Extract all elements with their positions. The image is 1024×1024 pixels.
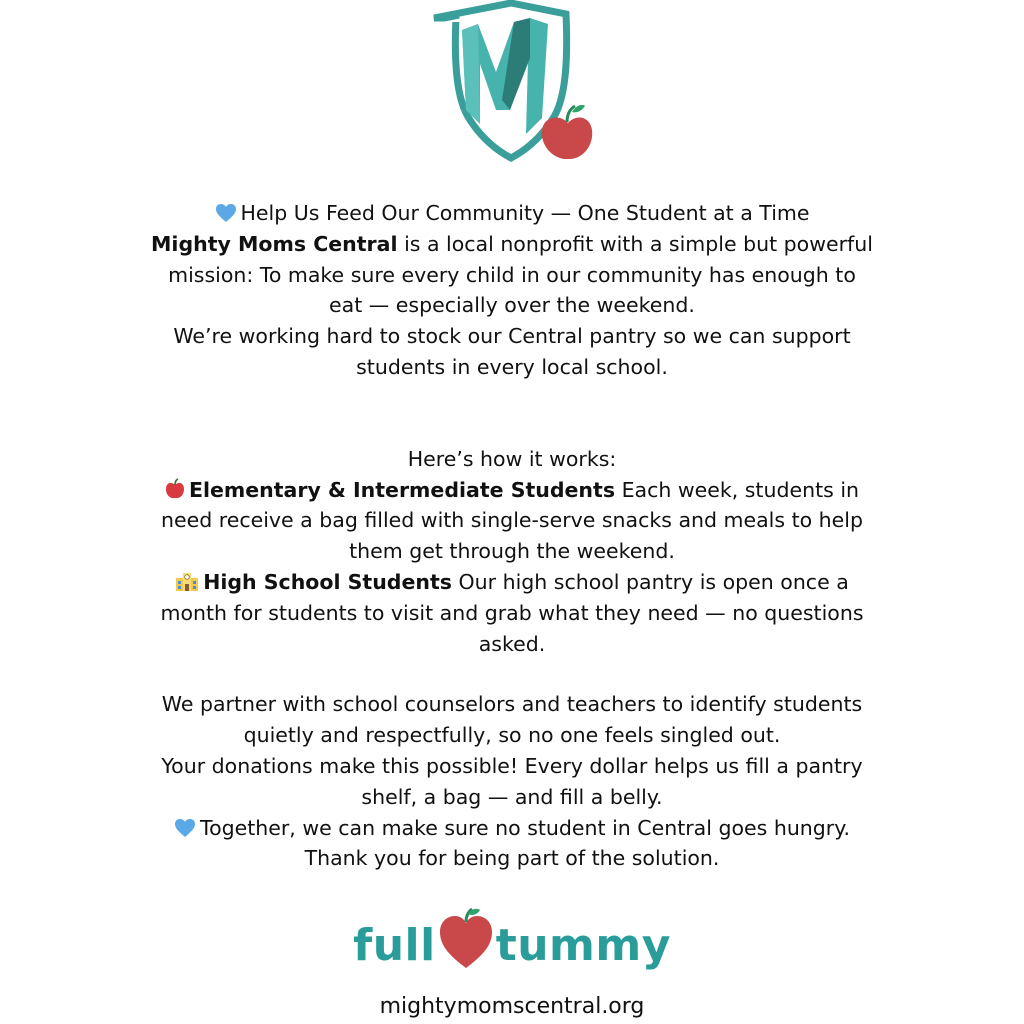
blue-heart-icon [174,818,196,838]
apple-heart-icon [438,908,494,970]
together-text: Together, we can make sure no student in Central goes hungry. Thank you for being part of the solution. [200,815,850,871]
brand-word-full: full [353,920,436,971]
website-url[interactable]: mightymomscentral.org [379,994,645,1019]
mission-text: is a local nonprofit with a simple but powerful mission: To make sure every child in our community has enough to eat — especially over the weekend. [168,231,873,318]
org-name: Mighty Moms Central [151,231,398,256]
school-building-icon [175,570,199,592]
partner-paragraph: We partner with school counselors and teachers to identify students quietly and respectfully, so no one feels singled out. [161,692,863,748]
main-content [150,198,874,874]
apple-icon [542,105,592,159]
high-school-title: High School Students [203,569,452,594]
full-tummy-logo [0,908,1024,971]
high-school-text: Our high school pantry is open once a month for students to visit and grab what they need — no questions asked. [160,569,864,656]
brand-word-tummy: tummy [495,920,671,971]
shield-m-logo-icon [430,0,600,165]
pantry-paragraph: We’re working hard to stock our Central pantry so we can support students in every local school. [173,324,851,379]
mission-paragraph [150,229,874,321]
how-heading: Here’s how it works: [407,446,617,471]
red-apple-icon [165,478,185,500]
elementary-text: Each week, students in need receive a bag filled with single-serve snacks and meals to help them get through the weekend. [161,477,863,564]
high-school-paragraph [150,567,874,659]
donations-paragraph: Your donations make this possible! Every dollar helps us fill a pantry shelf, a bag — and fill a belly. [161,753,863,809]
elementary-title: Elementary & Intermediate Students [188,477,616,502]
headline: Help Us Feed Our Community — One Student at a Time [240,201,810,225]
blue-heart-icon [215,203,237,223]
headline-line [150,198,874,229]
together-paragraph [150,813,874,875]
elementary-paragraph [150,475,874,567]
